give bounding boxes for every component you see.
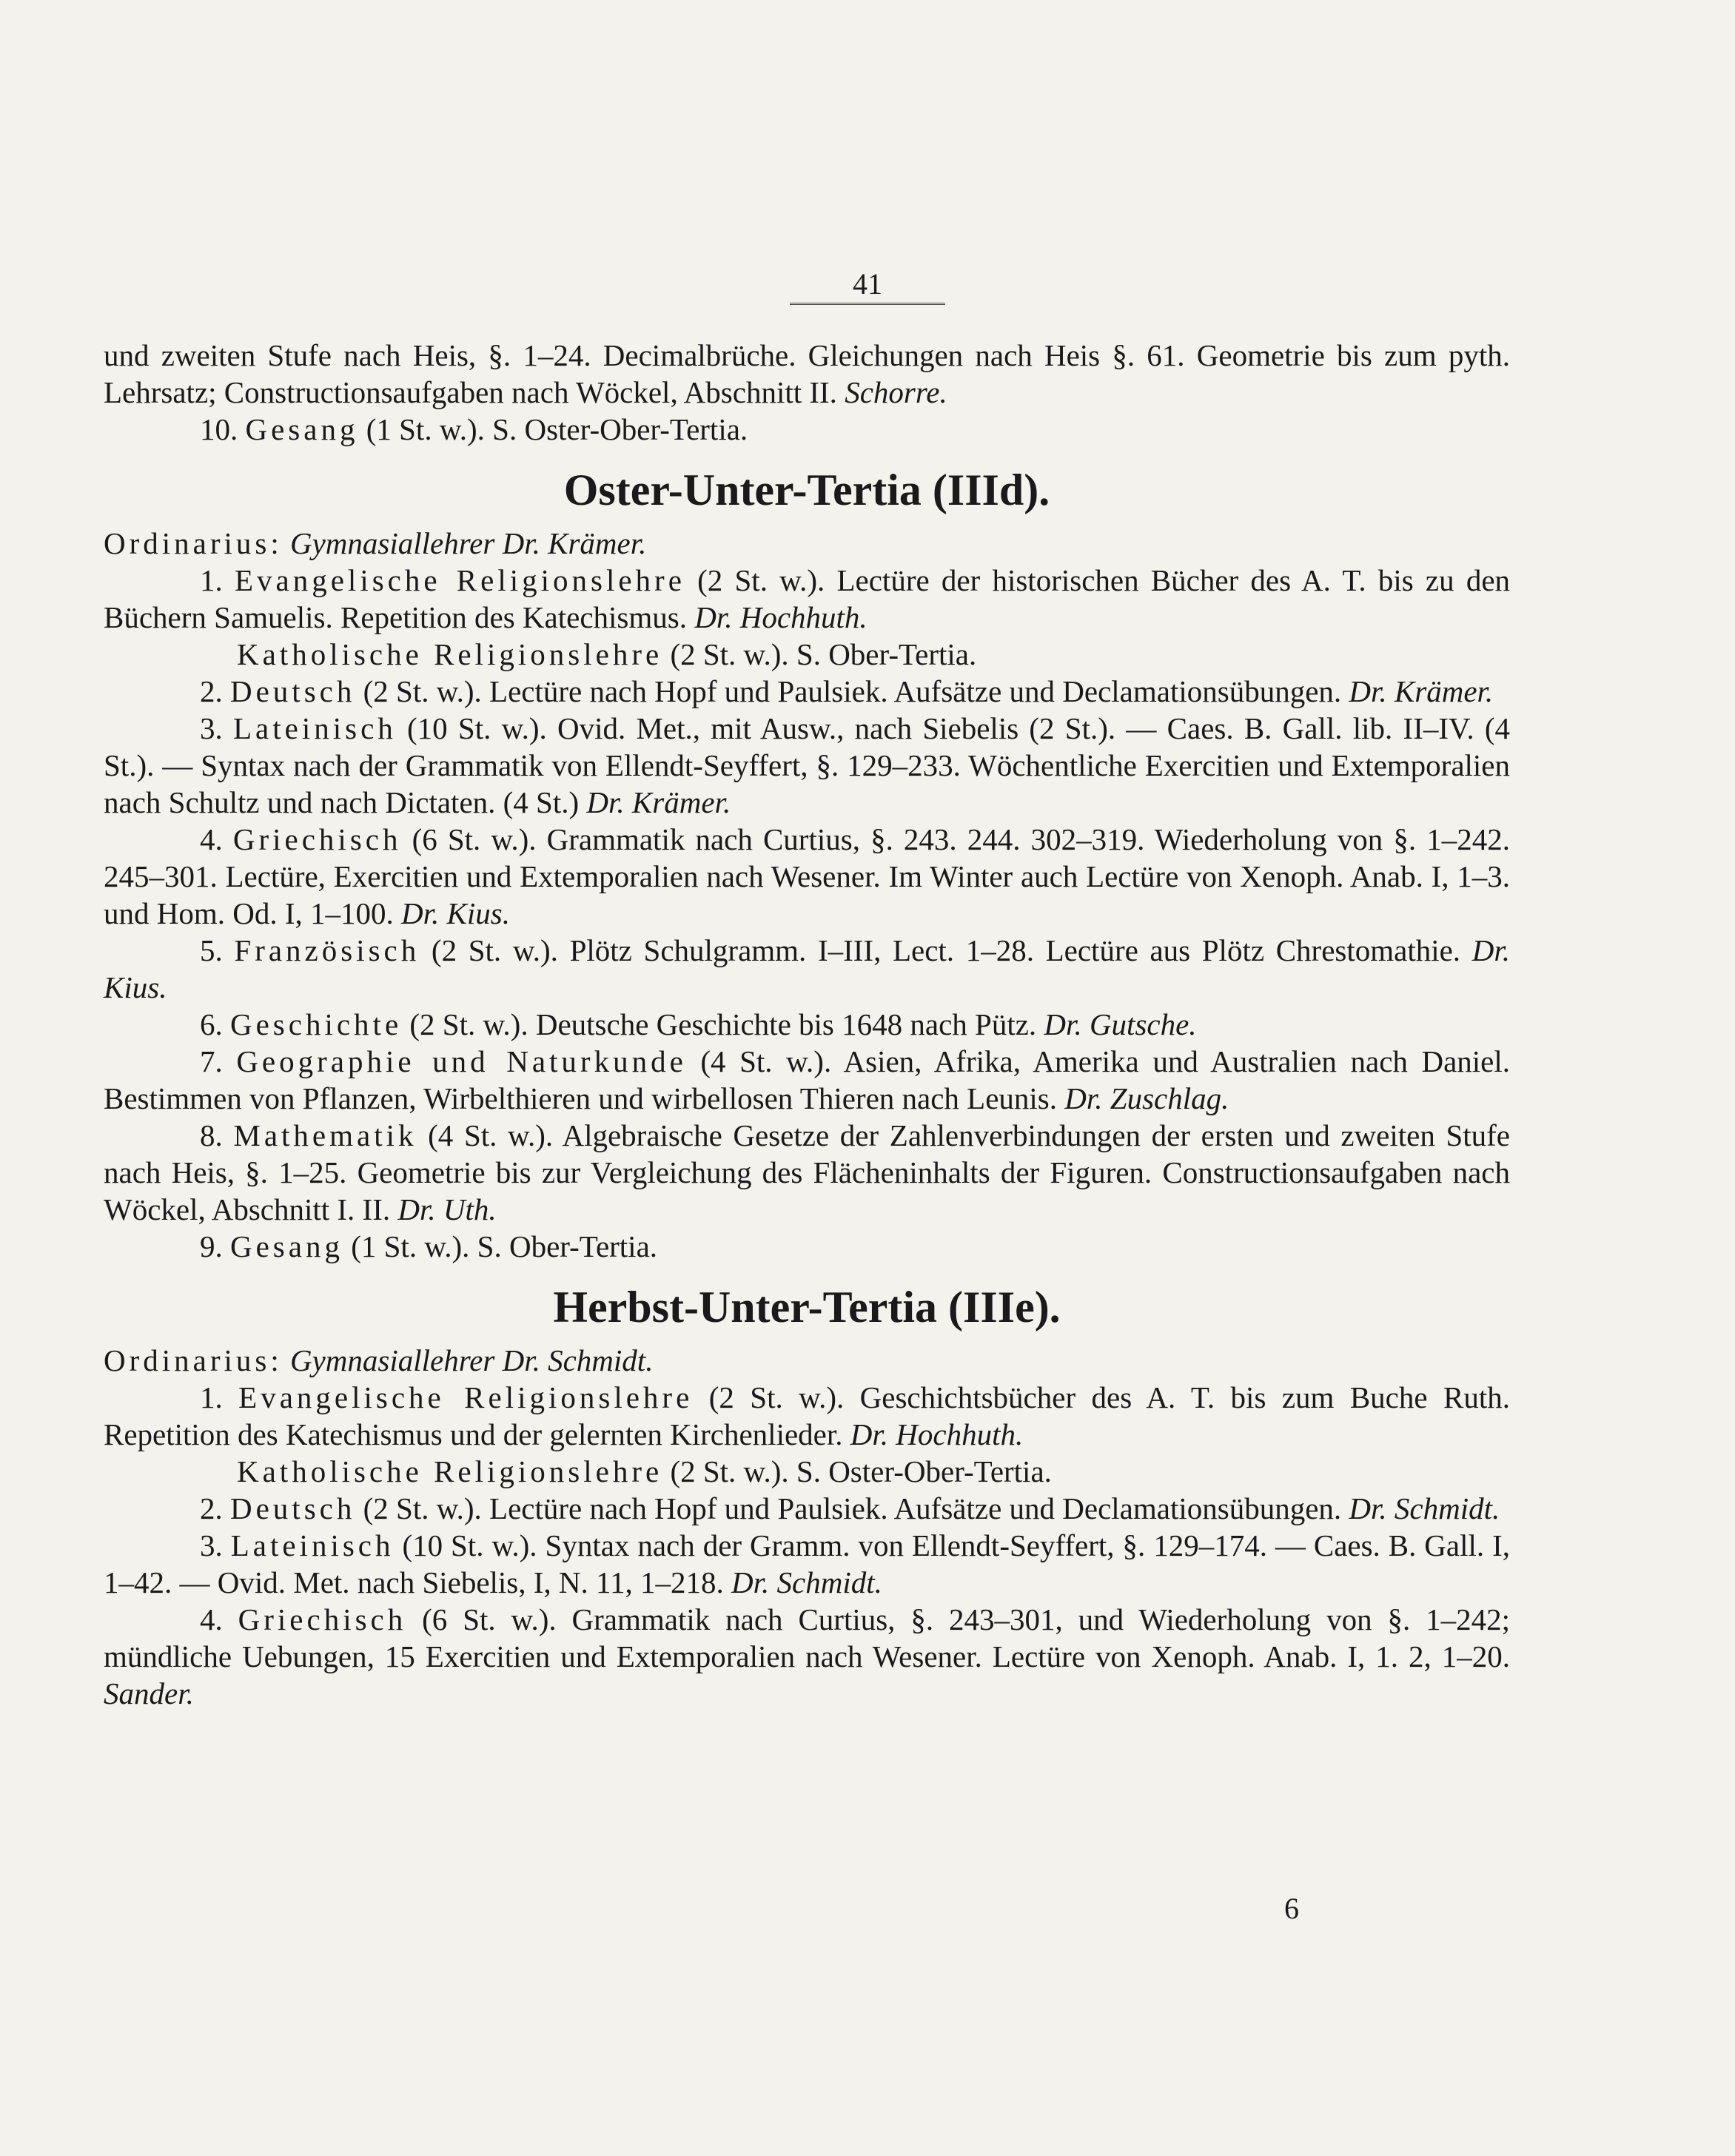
section-title-herbst-unter-tertia: Herbst-Unter-Tertia (IIIe). <box>553 1283 1061 1331</box>
intro-gesang: 10. Gesang (1 St. w.). S. Oster-Ober-Tertia. <box>200 412 748 446</box>
item-paragraph: 1. Evangelische Religionslehre (2 St. w.). Lectüre der historischen Bücher des A. T. bis zu den Büchern Samuelis. Repetition des Katechismus. Dr. Hochhuth. <box>104 563 1511 634</box>
page-content <box>104 337 1510 1712</box>
item-paragraph: 4. Griechisch (6 St. w.). Grammatik nach Curtius, §. 243–301, und Wiederholung von §. 1–242; mündliche Uebungen, 15 Exercitien und Extemporalien nach Wesener. Lectüre von Xenoph. Anab. I, 1. 2, 1–20. Sander. <box>104 1602 1511 1710</box>
ordinarius-line: Ordinarius: Gymnasiallehrer Dr. Krämer. <box>104 526 647 560</box>
item-paragraph: Katholische Religionslehre (2 St. w.). S. Ober-Tertia. <box>237 637 977 671</box>
teacher-name: Schorre. <box>845 375 947 409</box>
header-rule <box>790 303 945 305</box>
page-number: 41 <box>853 267 882 300</box>
item-paragraph: 3. Lateinisch (10 St. w.). Syntax nach der Gramm. von Ellendt-Seyffert, §. 129–174. — Caes. B. Gall. I, 1–42. — Ovid. Met. nach Siebelis, I, N. 11, 1–218. Dr. Schmidt. <box>104 1528 1511 1599</box>
item-paragraph: 6. Geschichte (2 St. w.). Deutsche Geschichte bis 1648 nach Pütz. Dr. Gutsche. <box>200 1007 1197 1041</box>
item-paragraph: 2. Deutsch (2 St. w.). Lectüre nach Hopf und Paulsiek. Aufsätze und Declamationsübungen. Dr. Krämer. <box>200 674 1494 708</box>
page-header <box>0 266 1735 305</box>
item-paragraph: 3. Lateinisch (10 St. w.). Ovid. Met., mit Ausw., nach Siebelis (2 St.). — Caes. B. Gall. lib. II–IV. (4 St.). — Syntax nach der Grammatik von Ellendt-Seyffert, §. 129–233. Wöchentliche Exercitien und Extemporalien nach Schultz und nach Dictaten. (4 St.) Dr. Krämer. <box>104 711 1510 819</box>
item-paragraph: 5. Französisch (2 St. w.). Plötz Schulgramm. I–III, Lect. 1–28. Lectüre aus Plötz Chrestomathie. Dr. Kius. <box>104 933 1510 1004</box>
subject-label: Gesang <box>245 412 359 446</box>
item-paragraph: Katholische Religionslehre (2 St. w.). S. Oster-Ober-Tertia. <box>237 1454 1052 1488</box>
item-paragraph: 2. Deutsch (2 St. w.). Lectüre nach Hopf und Paulsiek. Aufsätze und Declamationsübungen. Dr. Schmidt. <box>200 1491 1500 1525</box>
section-title-oster-unter-tertia: Oster-Unter-Tertia (IIId). <box>563 466 1050 514</box>
item-paragraph: 4. Griechisch (6 St. w.). Grammatik nach Curtius, §. 243. 244. 302–319. Wiederholung von §. 1–242. 245–301. Lectüre, Exercitien und Extemporalien nach Wesener. Im Winter auch Lectüre von Xenoph. Anab. I, 1–3. und Hom. Od. I, 1–100. Dr. Kius. <box>104 822 1511 930</box>
item-paragraph: 8. Mathematik (4 St. w.). Algebraische Gesetze der Zahlenverbindungen der ersten und zweiten Stufe nach Heis, §. 1–25. Geometrie bis zur Vergleichung des Flächeninhalts der Figuren. Constructionsaufgaben nach Wöckel, Abschnitt I. II. Dr. Uth. <box>104 1118 1511 1226</box>
item-paragraph: 9. Gesang (1 St. w.). S. Ober-Tertia. <box>200 1229 658 1263</box>
item-paragraph: 7. Geographie und Naturkunde (4 St. w.). Asien, Afrika, Amerika und Australien nach Daniel. Bestimmen von Pflanzen, Wirbelthieren und wirbellosen Thieren nach Leunis. Dr. Zuschlag. <box>104 1044 1511 1115</box>
intro-paragraph: und zweiten Stufe nach Heis, §. 1–24. Decimalbrüche. Gleichungen nach Heis §. 61. Geometrie bis zum pyth. Lehrsatz; Constructionsaufgaben nach Wöckel, Abschnitt II. Schorre. <box>104 338 1510 409</box>
ordinarius-line: Ordinarius: Gymnasiallehrer Dr. Schmidt. <box>104 1343 654 1377</box>
signature-mark: 6 <box>1284 1892 1299 1925</box>
item-paragraph: 1. Evangelische Religionslehre (2 St. w.). Geschichtsbücher des A. T. bis zum Buche Ruth. Repetition des Katechismus und der gelernten Kirchenlieder. Dr. Hochhuth. <box>104 1380 1510 1451</box>
